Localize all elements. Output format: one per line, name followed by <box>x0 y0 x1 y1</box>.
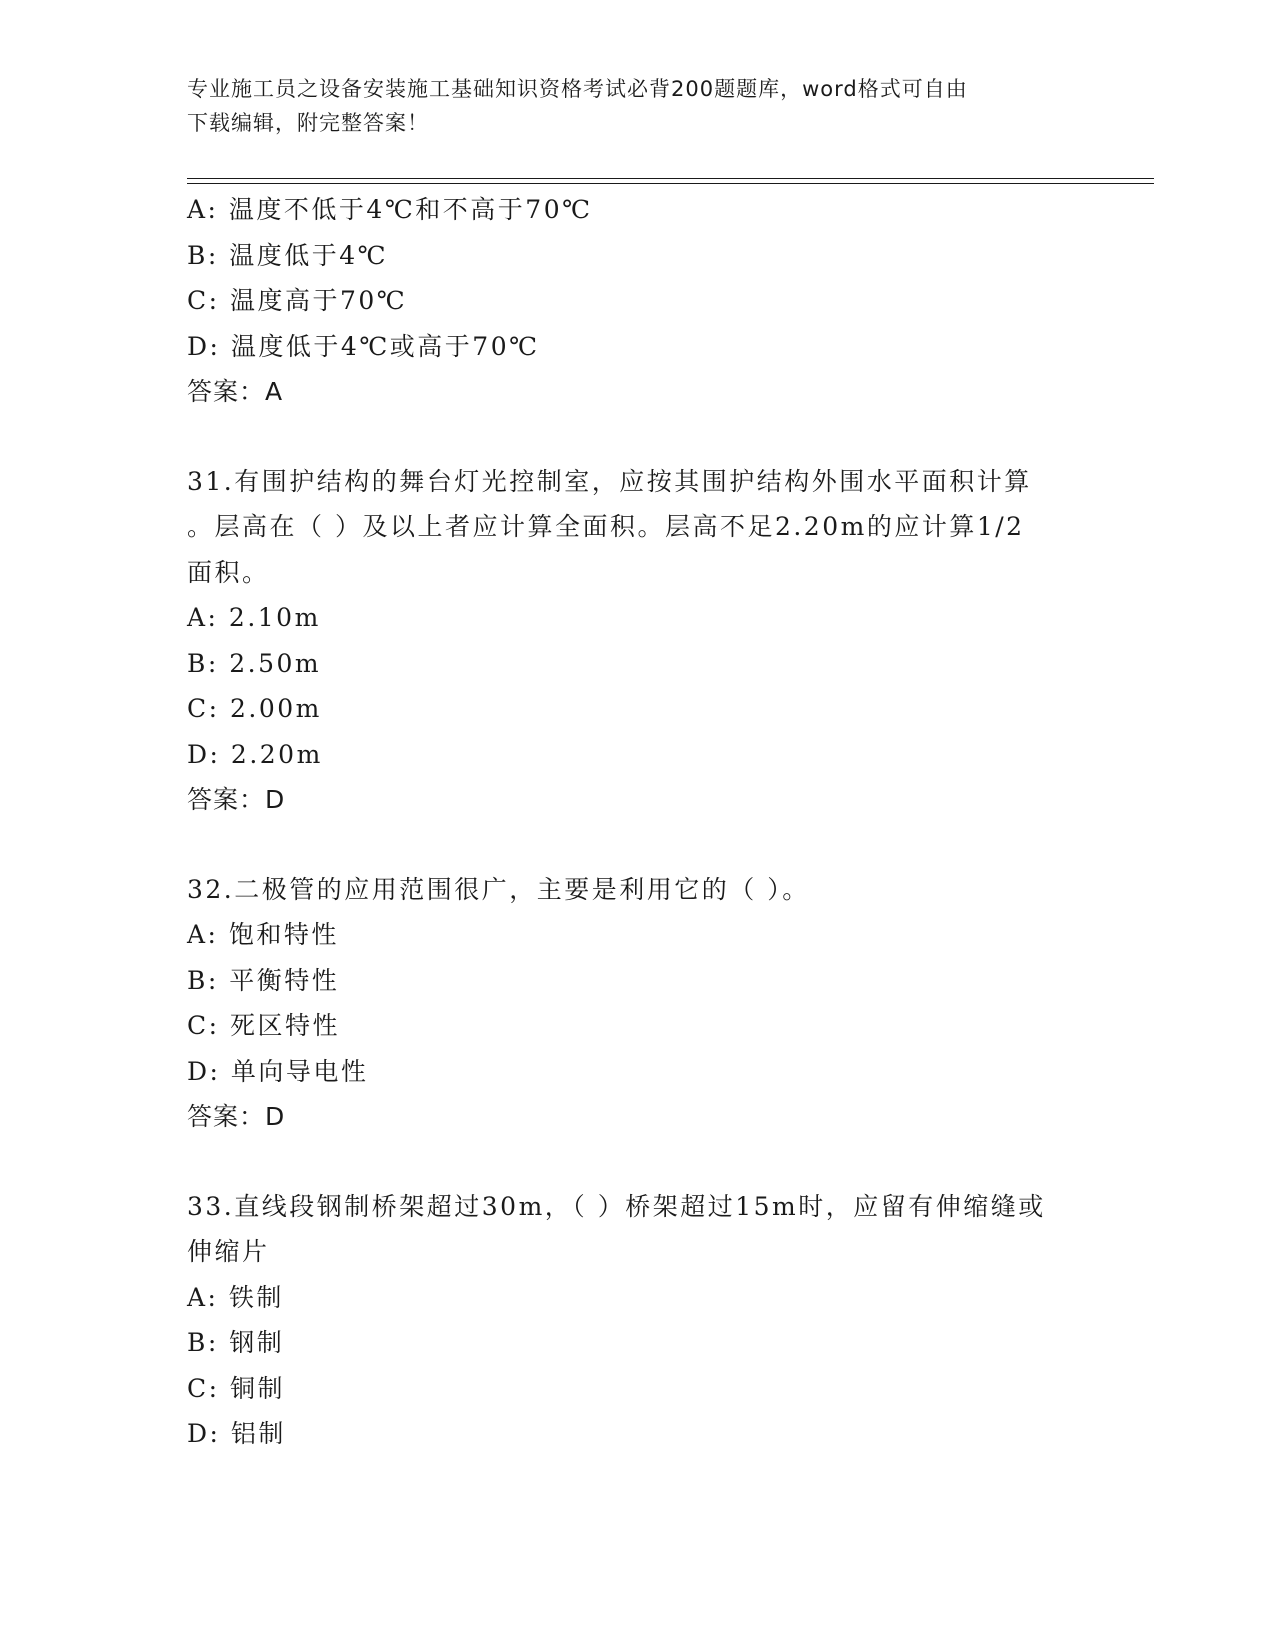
header-line-2: 下载编辑，附完整答案！ <box>187 111 429 135</box>
option-d: D: 单向导电性 <box>187 1056 369 1086</box>
answer-line: 答案：D <box>187 785 286 814</box>
question-block <box>187 459 1087 823</box>
option-c: C: 温度高于70℃ <box>187 286 408 315</box>
option-d: D: 铝制 <box>187 1419 286 1448</box>
header-rule-bottom <box>187 183 1154 184</box>
option-d: D: 温度低于4℃或高于70℃ <box>187 331 540 361</box>
question-stem-line: 面积。 <box>187 557 270 587</box>
option-b: B: 平衡特性 <box>187 965 340 995</box>
option-c: C: 铜制 <box>187 1373 285 1403</box>
option-a: A: 2.10m <box>187 603 321 632</box>
option-b: B: 温度低于4℃ <box>187 240 389 270</box>
option-b: B: 2.50m <box>187 648 322 678</box>
option-b: B: 钢制 <box>187 1328 285 1357</box>
question-block <box>187 867 1087 1140</box>
option-a: A: 饱和特性 <box>187 920 339 949</box>
option-c: C: 死区特性 <box>187 1011 340 1040</box>
question-stem-line: 33.直线段钢制桥架超过30m，（ ）桥架超过15m时，应留有伸缩缝或 <box>187 1191 1046 1221</box>
option-a: A: 铁制 <box>187 1282 284 1312</box>
document-header <box>187 72 1087 140</box>
option-d: D: 2.20m <box>187 739 323 769</box>
question-block <box>187 1184 1087 1457</box>
option-a: A: 温度不低于4℃和不高于70℃ <box>187 195 593 224</box>
question-block <box>187 187 1087 415</box>
question-stem-line: 伸缩片 <box>187 1237 270 1266</box>
answer-line: 答案：D <box>187 1102 286 1131</box>
question-stem-line: 。层高在（ ）及以上者应计算全面积。层高不足2.20m的应计算1/2 <box>187 512 1025 541</box>
question-list <box>187 187 1087 1457</box>
header-line-1: 专业施工员之设备安装施工基础知识资格考试必背200题题库，word格式可自由 <box>187 77 968 101</box>
option-c: C: 2.00m <box>187 694 322 723</box>
header-rule-top <box>187 178 1154 179</box>
question-stem-line: 32.二极管的应用范围很广，主要是利用它的（ ）。 <box>187 874 810 904</box>
answer-line: 答案：A <box>187 377 284 406</box>
question-stem-line: 31.有围护结构的舞台灯光控制室，应按其围护结构外围水平面积计算 <box>187 466 1032 496</box>
